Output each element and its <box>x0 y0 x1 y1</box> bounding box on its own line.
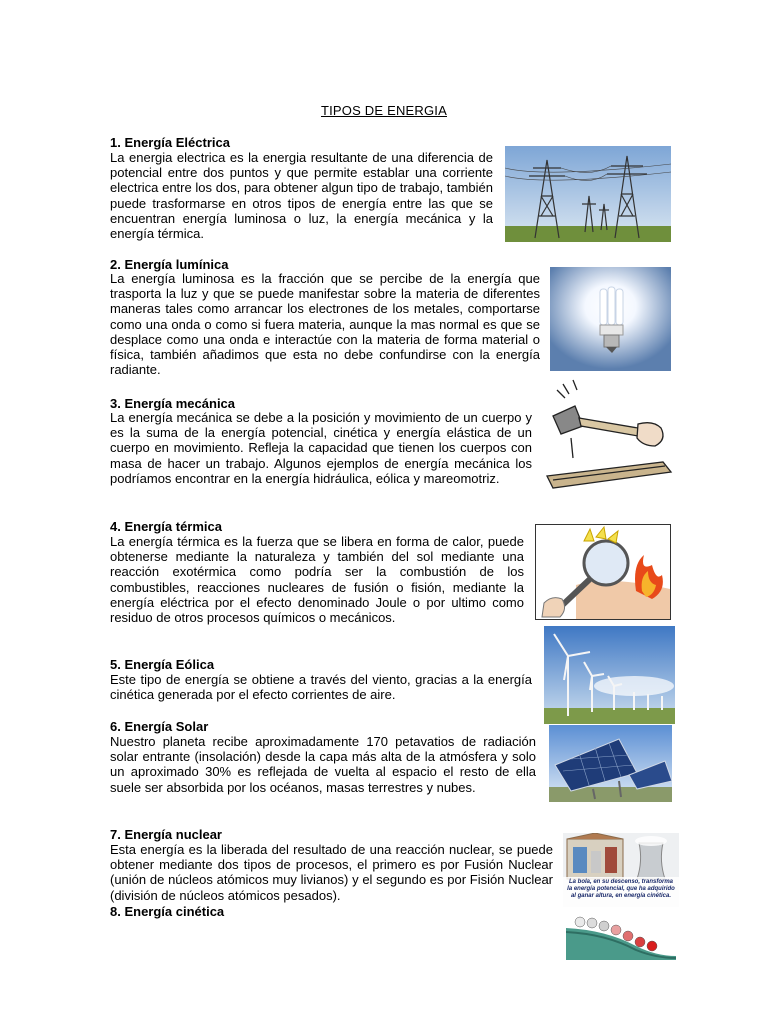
nuclear-plant-image <box>563 833 679 907</box>
section-heading-luminica: 2. Energía lumínica <box>110 257 229 272</box>
section-heading-mecanica: 3. Energía mecánica <box>110 396 236 411</box>
page-title: TIPOS DE ENERGIA <box>320 103 447 118</box>
hammer-image <box>543 376 673 492</box>
power-towers-image <box>505 146 671 242</box>
section-text-electrica: La energia electrica es la energia resultante de una diferencia de potencial entre dos puntos y que permite establar una corriente electrica entre los dos, para obtener algun tipo de trabajo, también puede trasformarse en otros tipos de energía entre las que se encuentran energía luminosa o luz, la energía mecánica y la energía térmica. <box>110 150 493 242</box>
magnifying-glass-fire-image <box>535 524 671 620</box>
rolling-balls-image <box>566 908 676 960</box>
section-text-luminica: La energía luminosa es la fracción que se percibe de la energía que trasporta la luz y que se puede manifestar sobre la materia de diferentes maneras tales como arrancar los electrones de los metales, comportarse como una onda o como si fuera materia, aunque la mas normal es que se desplace como una onda e interactúe con la materia de forma material o física, también añadimos que esta no debe confundirse con la energía radiante. <box>110 271 540 378</box>
section-heading-solar: 6. Energía Solar <box>110 719 209 734</box>
section-text-eolica: Este tipo de energía se obtiene a través del viento, gracias a la energía cinética generada por el efecto corrientes de aire. <box>110 672 532 703</box>
section-heading-termica: 4. Energía térmica <box>110 519 222 534</box>
section-heading-cinetica: 8. Energía cinética <box>110 904 225 919</box>
light-bulb-image <box>550 267 671 371</box>
section-text-solar: Nuestro planeta recibe aproximadamente 170 petavatios de radiación solar entrante (insolación) desde la capa más alta de la atmósfera y solo un aproximado 30% es reflejada de vuelta al espacio el resto de ella suele ser absorbida por los océanos, masas terrestres y nubes. <box>110 734 536 795</box>
section-text-mecanica: La energía mecánica se debe a la posición y movimiento de un cuerpo y es la suma de la energía potencial, cinética y energía elástica de un cuerpo en movimiento. Refleja la capacidad que tienen los cuerpos con masa de hacer un trabajo. Algunos ejemplos de energía mecánica los podríamos encontrar en la energía hidráulica, eólica y mareomotriz. <box>110 410 532 486</box>
section-text-nuclear: Esta energía es la liberada del resultado de una reacción nuclear, se puede obtener mediante dos tipos de procesos, el primero es por Fusión Nuclear (unión de núcleos atómicos muy livianos) y el segundo es por Fisión Nuclear (división de núcleos atómicos pesados). <box>110 842 553 903</box>
section-text-termica: La energía térmica es la fuerza que se libera en forma de calor, puede obtenerse mediante la naturaleza y también del sol mediante una reacción exotérmica como podría ser la combustión de los combustibles, reacciones nucleares de fusión o fisión, mediante la energía eléctrica por el efecto denominado Joule o por ultimo como residuo de otros procesos químicos o mecánicos. <box>110 534 524 626</box>
solar-panels-image <box>549 725 672 802</box>
section-heading-nuclear: 7. Energía nuclear <box>110 827 222 842</box>
section-heading-eolica: 5. Energía Eólica <box>110 657 215 672</box>
section-heading-electrica: 1. Energía Eléctrica <box>110 135 230 150</box>
image-caption: La bola, en su descenso, transforma la energía potencial, que ha adquirido al ganar altura, en energía cinética. <box>567 879 675 899</box>
wind-turbines-image <box>544 626 675 724</box>
